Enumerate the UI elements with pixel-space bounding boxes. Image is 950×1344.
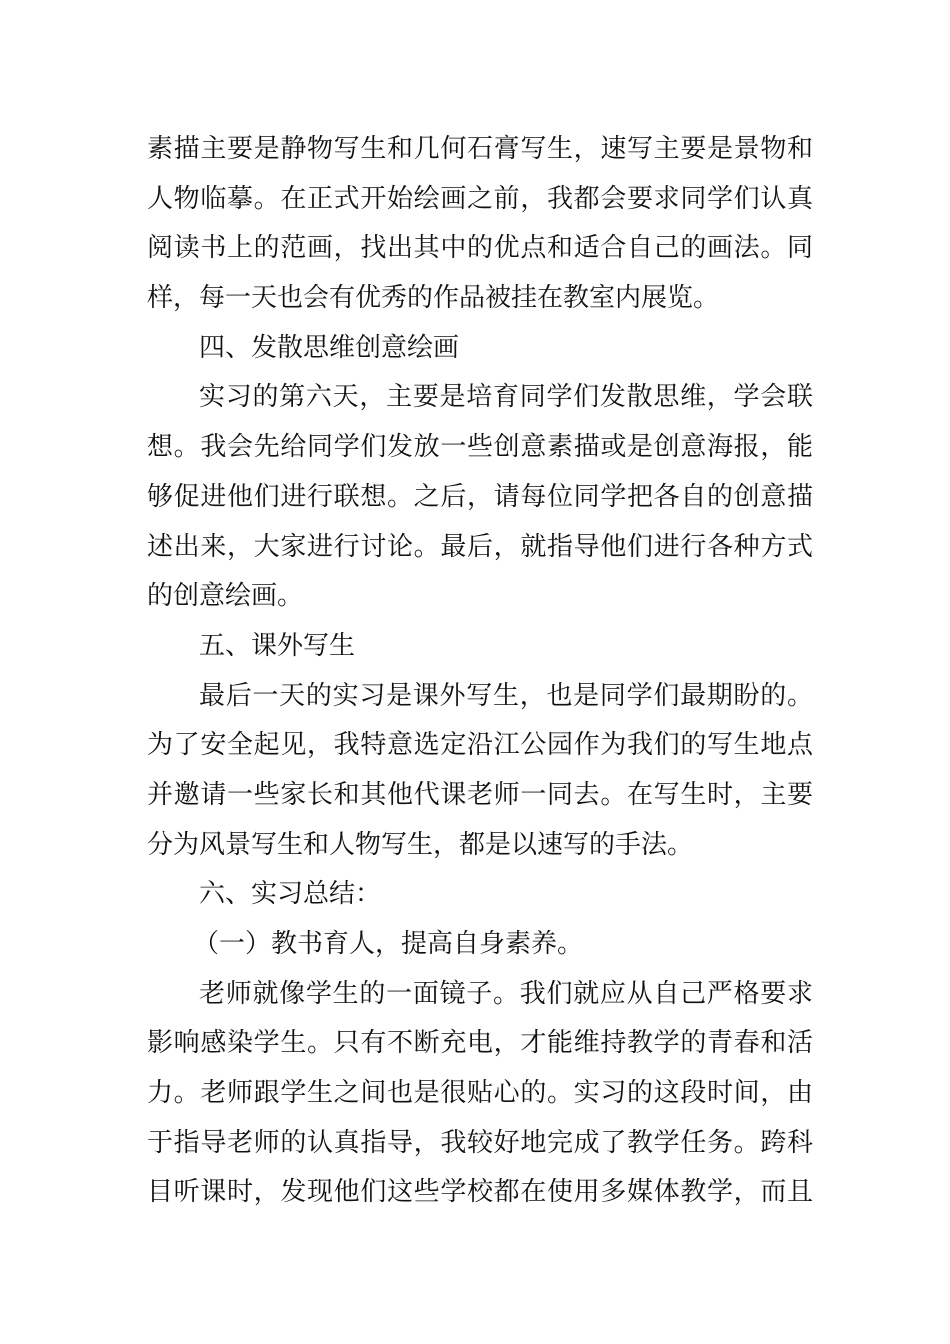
- text-line: 述出来，大家进行讨论。最后，就指导他们进行各种方式: [147, 531, 813, 562]
- section-heading: 五、课外写生: [199, 630, 356, 661]
- text-line: 的创意绘画。: [147, 581, 304, 612]
- text-line: 最后一天的实习是课外写生，也是同学们最期盼的。: [199, 680, 813, 711]
- text-line: 够促进他们进行联想。之后，请每位同学把各自的创意描: [147, 481, 813, 512]
- text-line: 分为风景写生和人物写生，都是以速写的手法。: [147, 829, 694, 860]
- section-heading: 六、实习总结：: [199, 879, 382, 910]
- text-line: 影响感染学生。只有不断充电，才能维持教学的青春和活: [147, 1028, 813, 1059]
- text-line: 力。老师跟学生之间也是很贴心的。实习的这段时间，由: [147, 1078, 813, 1109]
- text-line: 并邀请一些家长和其他代课老师一同去。在写生时，主要: [147, 779, 813, 810]
- text-line: 想。我会先给同学们发放一些创意素描或是创意海报，能: [147, 432, 813, 463]
- text-line: 老师就像学生的一面镜子。我们就应从自己严格要求: [199, 978, 813, 1009]
- text-line: 样，每一天也会有优秀的作品被挂在教室内展览。: [147, 283, 720, 314]
- text-line: 目听课时，发现他们这些学校都在使用多媒体教学，而且: [147, 1177, 813, 1208]
- text-line: 于指导老师的认真指导，我较好地完成了教学任务。跨科: [147, 1127, 813, 1158]
- text-line: 素描主要是静物写生和几何石膏写生，速写主要是景物和: [147, 134, 813, 164]
- section-heading: 四、发散思维创意绘画: [199, 332, 460, 363]
- text-line: 为了安全起见，我特意选定沿江公园作为我们的写生地点: [147, 730, 813, 761]
- text-line: 阅读书上的范画，找出其中的优点和适合自己的画法。同: [147, 233, 813, 264]
- text-line: 人物临摹。在正式开始绘画之前，我都会要求同学们认真: [147, 183, 813, 214]
- text-line: 实习的第六天，主要是培育同学们发散思维，学会联: [199, 382, 813, 413]
- subsection-heading: （一）教书育人，提高自身素养。: [193, 929, 584, 959]
- document-body: [147, 125, 813, 1218]
